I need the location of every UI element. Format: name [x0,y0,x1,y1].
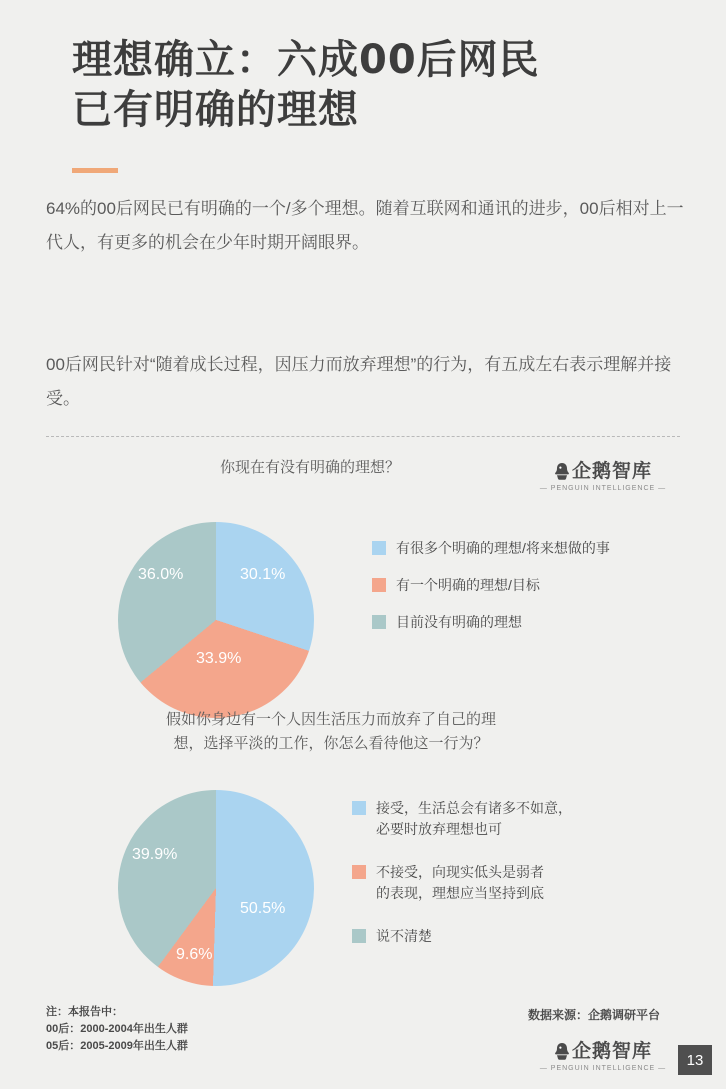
legend-label-line1: 接受，生活总会有诸多不如意， [376,800,572,816]
footnote [46,1004,188,1055]
legend-swatch-icon [372,541,386,555]
brand-name: 企鹅智库 [538,1036,668,1063]
chart-2-title [96,708,566,756]
page-title-line2: 已有明确的理想 [72,86,359,133]
legend-swatch-icon [352,865,366,879]
penguin-icon [554,1042,570,1060]
chart-2-slice-label-0: 50.5% [240,900,286,917]
body-paragraph-2: 00后网民针对“随着成长过程，因压力而放弃理想”的行为，有五成左右表示理解并接受。 [46,355,672,408]
footnote-line3: 05后：2005-2009年出生人群 [46,1040,188,1052]
data-source: 数据来源：企鹅调研平台 [527,1008,660,1022]
brand-logo-top [538,456,668,492]
legend-swatch-icon [372,615,386,629]
legend-swatch-icon [372,578,386,592]
page-title [72,36,672,135]
legend-label-line2: 必要时放弃理想也可 [376,821,502,837]
legend-label: 目前没有明确的理想 [396,614,522,630]
footnote-line1: 注：本报告中： [46,1006,123,1018]
page-title-line1: 理想确立：六成00后网民 [72,37,540,83]
chart-2-pie [118,790,314,986]
legend-item [372,538,610,559]
penguin-icon [554,462,570,480]
brand-subtitle: — PENGUIN INTELLIGENCE — [539,1065,667,1072]
brand-logo-bottom [538,1036,668,1072]
legend-swatch-icon [352,801,366,815]
legend-item [352,862,572,904]
chart-2-slice-label-1: 9.6% [176,946,213,963]
chart-1-title: 你现在有没有明确的理想？ [219,459,400,476]
body-paragraph-1: 64%的00后网民已有明确的一个/多个理想。随着互联网和通讯的进步，00后相对上一代人，有更多的机会在少年时期开阔眼界。 [46,199,684,252]
chart-1-pie [118,522,314,718]
legend-item [352,798,572,840]
legend-label: 说不清楚 [376,928,432,944]
legend-item [372,612,610,633]
chart-1-slice-label-1: 33.9% [196,650,242,667]
chart-2-legend [352,798,572,969]
legend-label: 有一个明确的理想/目标 [396,577,540,593]
brand-subtitle: — PENGUIN INTELLIGENCE — [539,485,667,492]
legend-label [376,862,544,904]
title-underline [72,168,118,173]
chart-1-legend [372,538,610,649]
section-divider [46,436,680,437]
legend-label: 有很多个明确的理想/将来想做的事 [396,540,610,556]
chart-2-title-line2: 想，选择平淡的工作，你怎么看待他这一行为？ [173,735,489,752]
legend-item [372,575,610,596]
legend-label [376,798,572,840]
legend-swatch-icon [352,929,366,943]
chart-2-slice-label-2: 39.9% [132,846,178,863]
legend-label-line1: 不接受，向现实低头是弱者 [376,864,544,880]
legend-item [352,926,572,947]
legend-label-line2: 的表现，理想应当坚持到底 [376,885,544,901]
chart-2-title-line1: 假如你身边有一个人因生活压力而放弃了自己的理 [165,711,496,728]
page-number: 13 [678,1045,712,1075]
footnote-line2: 00后：2000-2004年出生人群 [46,1023,188,1035]
chart-1-slice-label-0: 30.1% [240,566,286,583]
brand-name: 企鹅智库 [538,456,668,483]
chart-1-slice-label-2: 36.0% [138,566,184,583]
